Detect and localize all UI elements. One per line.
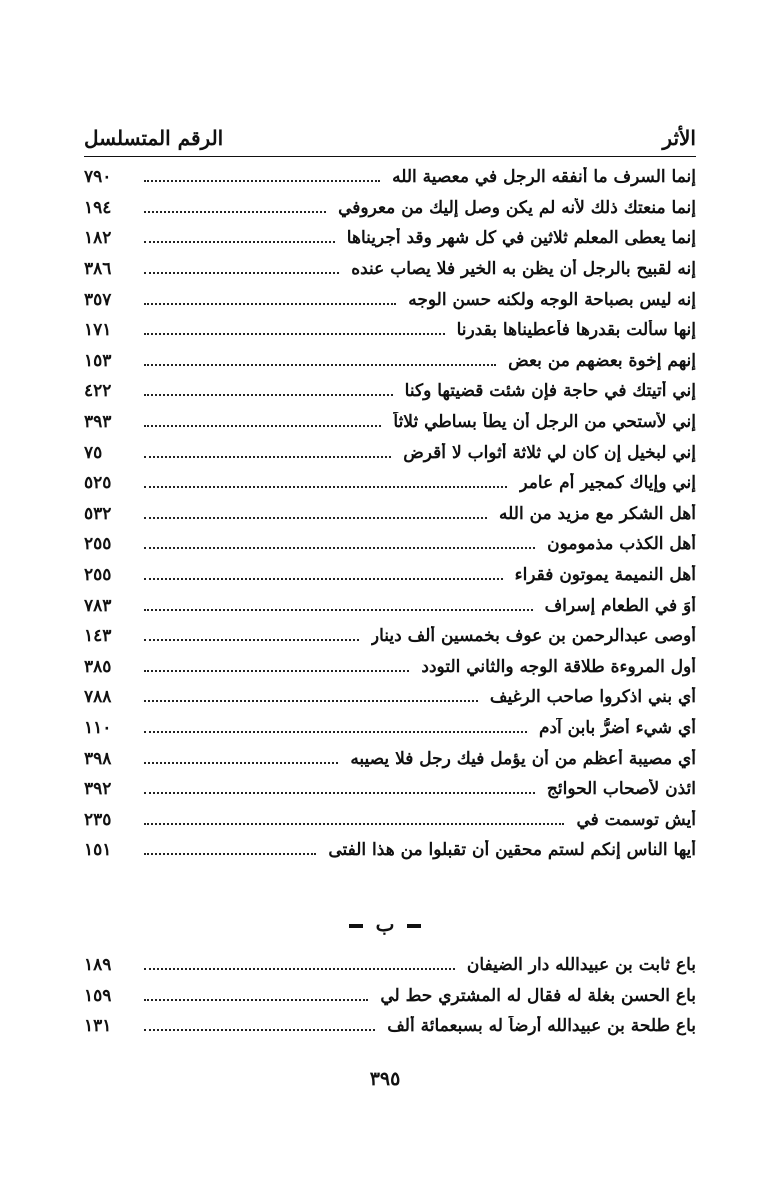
entry-serial-number: ١٩٤ (84, 197, 112, 218)
index-entry-row (84, 621, 696, 652)
entry-text: أي مصيبة أعظم من أن يؤمل فيك رجل فلا يصيبه (350, 748, 696, 769)
index-entry-row (84, 254, 696, 285)
entry-serial-number: ١٥٩ (84, 985, 112, 1006)
index-entry-row (84, 193, 696, 224)
entry-text: أي شيء أضرُّ بابن آدم (538, 717, 696, 738)
entry-text: أوصى عبدالرحمن بن عوف بخمسين ألف دينار (370, 626, 696, 647)
dot-leader (144, 331, 445, 335)
table-header (84, 120, 696, 157)
index-entry-row (84, 499, 696, 530)
entry-text: إنما السرف ما أنفقه الرجل في معصية الله (392, 167, 696, 188)
dot-leader (144, 178, 380, 182)
entry-serial-number: ٧٨٣ (84, 595, 112, 616)
entry-serial-number: ٣٩٢ (84, 779, 112, 800)
entry-serial-number: ٤٢٢ (84, 381, 112, 402)
entry-serial-number: ٥٣٢ (84, 503, 112, 524)
entry-text: إني لأستحي من الرجل أن يطأ بساطي ثلاثاً (393, 412, 696, 433)
entry-text: باع ثابت بن عبيدالله دار الضيفان (466, 955, 696, 976)
entry-text: إني وإياك كمجير أم عامر (519, 473, 696, 494)
entry-serial-number: ٢٥٥ (84, 565, 112, 586)
dot-leader (144, 484, 507, 488)
index-entry-row (84, 590, 696, 621)
entry-text: إنه لقبيح بالرجل أن يظن به الخير فلا يصاب عنده (351, 259, 696, 280)
entry-serial-number: ١٨٩ (84, 955, 112, 976)
index-entry-row (84, 652, 696, 683)
entry-serial-number: ١٣١ (84, 1016, 112, 1037)
entry-serial-number: ٣٩٨ (84, 748, 112, 769)
entry-serial-number: ٧٩٠ (84, 167, 112, 188)
index-entry-row (84, 376, 696, 407)
page-number: ٣٩٥ (369, 1068, 401, 1090)
entry-text: أهل النميمة يموتون فقراء (514, 565, 696, 586)
index-entry-row (84, 162, 696, 193)
entry-text: أول المروءة طلاقة الوجه والثاني التودد (421, 656, 696, 677)
dot-leader (144, 545, 535, 549)
dot-leader (144, 270, 339, 274)
entry-serial-number: ٣٨٦ (84, 259, 112, 280)
entry-text: أي بني اذكروا صاحب الرغيف (489, 687, 696, 708)
index-entry-row (84, 468, 696, 499)
entry-serial-number: ٥٢٥ (84, 473, 112, 494)
index-entry-row (84, 835, 696, 866)
entry-serial-number: ١٤٣ (84, 626, 112, 647)
entry-text: إنهم إخوة بعضهم من بعض (508, 350, 696, 371)
section-divider-ba (0, 912, 770, 936)
entries-list-ba (84, 950, 696, 1042)
entry-text: إنما منعتك ذلك لأنه لم يكن وصل إليك من معروفي (338, 197, 696, 218)
entry-serial-number: ٢٥٥ (84, 534, 112, 555)
dot-leader (144, 698, 478, 702)
entry-serial-number: ١٥١ (84, 840, 112, 861)
index-entry-row (84, 315, 696, 346)
index-entry-row (84, 346, 696, 377)
header-serial-number-label: الرقم المتسلسل (84, 126, 224, 150)
dot-leader (144, 729, 527, 733)
index-entry-row (84, 284, 696, 315)
index-entry-row (84, 560, 696, 591)
index-entry-row (84, 950, 696, 981)
entry-text: إنها سألت بقدرها فأعطيناها بقدرنا (456, 320, 696, 341)
index-entry-row (84, 743, 696, 774)
index-entry-row (84, 981, 696, 1012)
dot-leader (144, 423, 381, 427)
entry-text: أوَ في الطعام إسراف (544, 595, 696, 616)
index-entry-row (84, 529, 696, 560)
divider-bar-right (407, 924, 421, 928)
entry-serial-number: ٣٥٧ (84, 289, 112, 310)
index-entry-row (84, 223, 696, 254)
index-entry-row (84, 407, 696, 438)
entry-serial-number: ٢٣٥ (84, 809, 112, 830)
section-letter: ب (375, 912, 395, 936)
dot-leader (144, 851, 316, 855)
entry-text: إنما يعطى المعلم ثلاثين في كل شهر وقد أجريناها (346, 228, 696, 249)
dot-leader (144, 790, 535, 794)
index-entry-row (84, 774, 696, 805)
dot-leader (144, 997, 368, 1001)
entry-serial-number: ٧٥ (84, 442, 103, 463)
index-entry-row (84, 437, 696, 468)
dot-leader (144, 515, 487, 519)
dot-leader (144, 607, 533, 611)
dot-leader (144, 821, 564, 825)
entry-text: ائذن لأصحاب الحوائج (546, 779, 696, 800)
entry-text: باع الحسن بغلة له فقال له المشتري حط لي (380, 985, 696, 1006)
divider-bar-left (349, 924, 363, 928)
entries-list-alif (84, 162, 696, 866)
entry-text: إني لبخيل إن كان لي ثلاثة أثواب لا أقرض (403, 442, 696, 463)
entry-serial-number: ٣٨٥ (84, 656, 112, 677)
dot-leader (144, 209, 326, 213)
index-entry-row (84, 1011, 696, 1042)
dot-leader (144, 454, 391, 458)
entry-serial-number: ١٧١ (84, 320, 112, 341)
entry-serial-number: ١٨٢ (84, 228, 112, 249)
dot-leader (144, 637, 359, 641)
index-entry-row (84, 804, 696, 835)
dot-leader (144, 239, 335, 243)
entry-text: أيها الناس إنكم لستم محقين أن تقبلوا من هذا الفتى (328, 840, 696, 861)
dot-leader (144, 966, 455, 970)
entry-text: إنه ليس بصباحة الوجه ولكنه حسن الوجه (408, 289, 696, 310)
entry-serial-number: ١١٠ (84, 717, 112, 738)
entry-text: أيشٍ توسمت في (576, 809, 696, 830)
entry-text: إني أتيتك في حاجة فإن شئت قضيتها وكنا (404, 381, 696, 402)
entry-text: أهل الشكر مع مزيد من الله (499, 503, 696, 524)
dot-leader (144, 668, 409, 672)
dot-leader (144, 576, 503, 580)
header-athar-label: الأثر (662, 126, 696, 150)
entry-text: باع طلحة بن عبيدالله أرضاً له بسبعمائة ألف (387, 1016, 696, 1037)
dot-leader (144, 760, 338, 764)
entry-serial-number: ٣٩٣ (84, 412, 112, 433)
index-entry-row (84, 713, 696, 744)
dot-leader (144, 301, 396, 305)
entry-serial-number: ١٥٣ (84, 350, 112, 371)
dot-leader (144, 1027, 375, 1031)
dot-leader (144, 392, 393, 396)
entry-text: أهل الكذب مذمومون (547, 534, 696, 555)
entry-serial-number: ٧٨٨ (84, 687, 112, 708)
dot-leader (144, 362, 496, 366)
index-entry-row (84, 682, 696, 713)
